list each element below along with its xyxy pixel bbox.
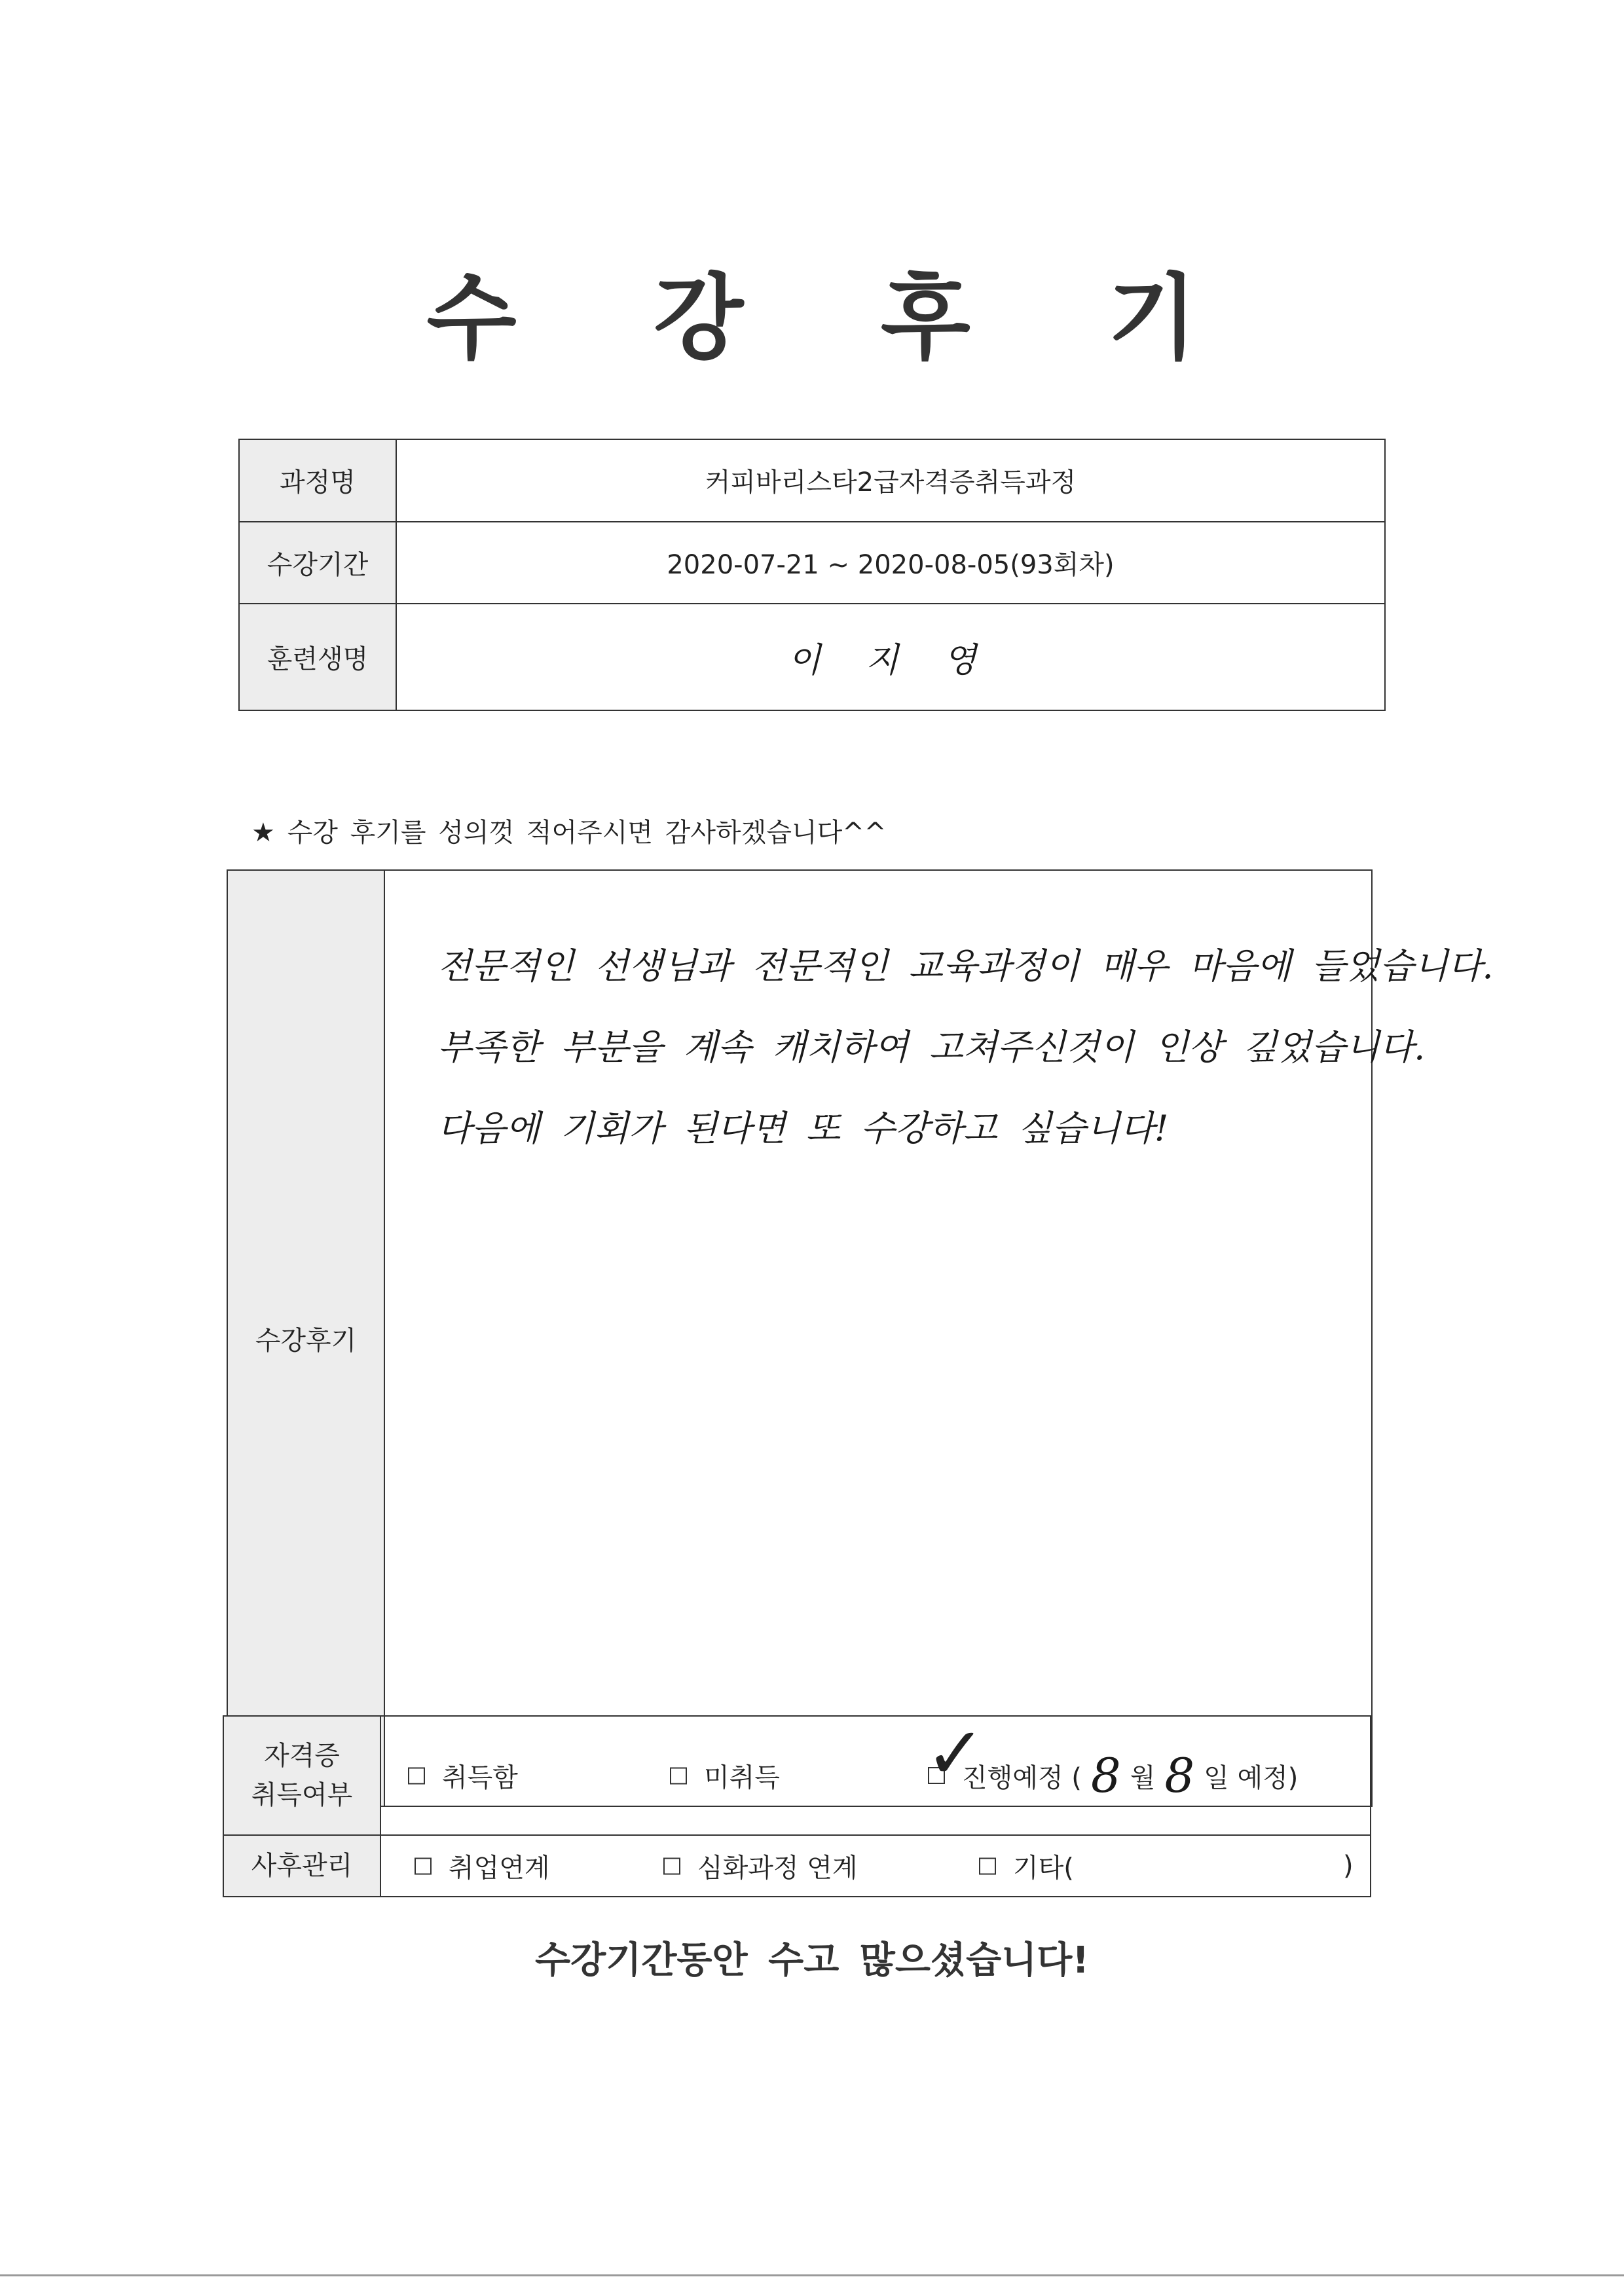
followup-label: 사후관리 [223,1835,380,1897]
month-unit: 월 [1130,1762,1156,1793]
option-in-progress-label: 진행예정 ( [962,1762,1082,1793]
checkbox-in-progress[interactable] [925,1711,986,1796]
option-other[interactable] [979,1848,1074,1885]
option-acquired[interactable] [408,1757,518,1795]
certification-row [223,1716,1371,1835]
status-table [223,1711,1371,1897]
option-advanced[interactable] [663,1848,858,1885]
review-notice: ★ 수강 후기를 성의껏 적어주시면 감사하겠습니다^^ [251,818,887,848]
review-line-1: 전문적인 선생님과 전문적인 교육과정이 매우 마음에 들었습니다. [437,945,1494,987]
month-value[interactable]: 8 [1090,1748,1121,1804]
option-not-acquired-label: 미취득 [704,1762,780,1793]
option-not-acquired[interactable] [670,1757,780,1795]
review-line-2: 부족한 부분을 계속 캐치하여 고쳐주신것이 인상 깊었습니다. [437,1027,1426,1068]
scan-border-line [0,2274,1624,2276]
checkbox-not-acquired[interactable] [670,1767,687,1784]
checkmark-icon: ✓ [925,1711,986,1796]
option-in-progress[interactable] [925,1711,1299,1804]
checkbox-employment[interactable] [415,1857,432,1874]
period-row [239,522,1385,604]
review-row [227,870,1372,1806]
period-value: 2020-07-21 ~ 2020-08-05(93회차) [396,522,1385,604]
course-info-table [238,439,1386,711]
period-label: 수강기간 [239,522,396,604]
closing-message: 수강기간동안 수고 많으셨습니다! [535,1939,1089,1982]
review-label: 수강후기 [227,870,384,1806]
trainee-name-value[interactable]: 이 지 영 [396,604,1385,710]
checkbox-acquired[interactable] [408,1767,425,1784]
option-acquired-label: 취득함 [442,1762,518,1793]
day-value[interactable]: 8 [1164,1748,1195,1804]
checkbox-advanced[interactable] [663,1857,680,1874]
trainee-name-label: 훈련생명 [239,604,396,710]
review-line-3: 다음에 기회가 된다면 또 수강하고 싶습니다! [437,1108,1169,1149]
option-employment[interactable] [415,1848,550,1885]
certification-label-line1: 자격증 [264,1741,340,1772]
review-table [227,869,1494,1807]
option-other-label: 기타( [1013,1853,1074,1884]
followup-row [223,1835,1371,1897]
certification-options [380,1711,1371,1835]
day-unit: 일 예정) [1204,1762,1299,1793]
review-text-area[interactable] [384,870,1494,1806]
trainee-row [239,604,1385,710]
certification-label [223,1716,380,1835]
option-other-close: ) [1343,1851,1354,1882]
page-title: 수 강 후 기 [426,264,1250,373]
option-employment-label: 취업연계 [449,1853,550,1884]
course-row [239,439,1385,522]
checkbox-other[interactable] [979,1857,996,1874]
followup-options [380,1835,1371,1897]
certification-label-line2: 취득여부 [251,1780,353,1811]
option-advanced-label: 심화과정 연계 [697,1853,858,1884]
course-name-label: 과정명 [239,439,396,522]
course-name-value: 커피바리스타2급자격증취득과정 [396,439,1385,522]
